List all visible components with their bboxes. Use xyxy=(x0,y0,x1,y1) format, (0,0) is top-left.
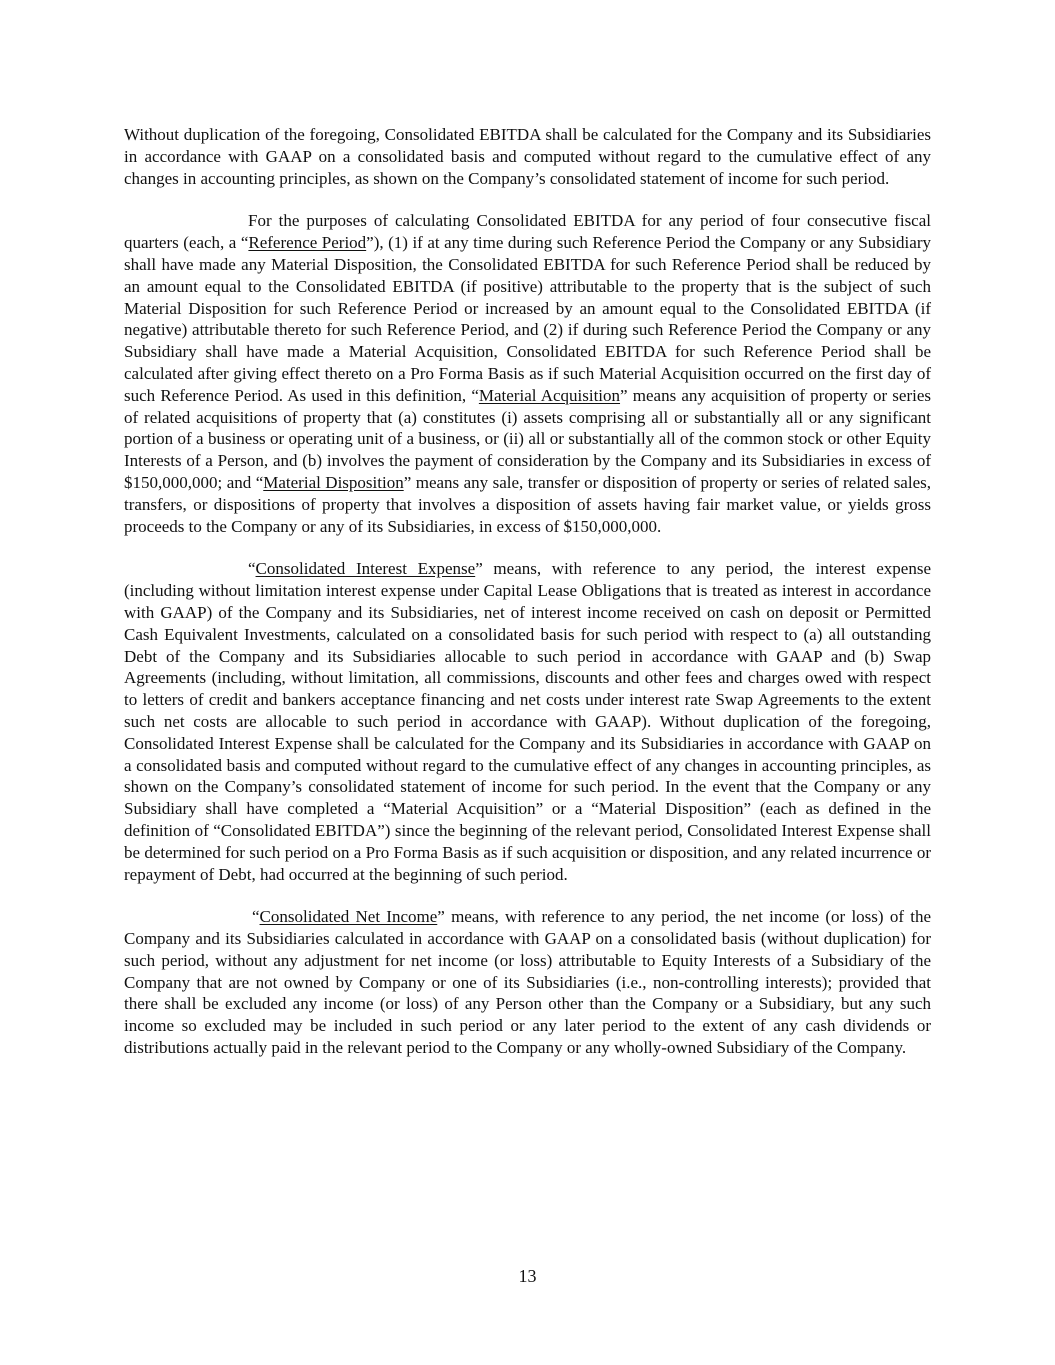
paragraph-consolidated-interest-expense xyxy=(124,558,931,885)
paragraph-reference-period xyxy=(124,210,931,537)
paragraph-text: ” means any sale, transfer or disposition of property or series of related sales, transfers, or dispositions of property that involves a disposition of assets having fair market value, or yields gross proceeds to the Company or any of its Subsidiaries, in excess of $150,000,000. xyxy=(124,472,931,536)
paragraph-text: “ xyxy=(252,907,260,927)
paragraph-text: “ xyxy=(248,559,256,579)
document-body xyxy=(124,124,931,1080)
defined-term: Material Acquisition xyxy=(478,385,621,405)
paragraph-text: ” means, with reference to any period, the net income (or loss) of the Company and its Subsidiaries calculated in accordance with GAAP on a consolidated basis (without duplication) for such period, without any adjustment for net income (or loss) attributable to Equity Interests of a Subsidiary of the Company that are not owned by Company or one of its Subsidiaries (i.e., non-controlling interests); provided that there shall be excluded any income (or loss) of any Person other than the Company or a Subsidiary, but any such income so excluded may be included in such period or any later period to the extent of any cash dividends or distributions actually paid in the relevant period to the Company or any wholly-owned Subsidiary of the Company. xyxy=(124,907,931,1058)
paragraph-ebitda-calculation xyxy=(124,124,931,189)
page-number: 13 xyxy=(518,1266,537,1286)
paragraph-consolidated-net-income xyxy=(124,906,931,1059)
paragraph-text: For the purposes of calculating Consolidated EBITDA for any period of four consecutive fiscal quarters (each, a “ xyxy=(124,211,931,253)
defined-term: Material Disposition xyxy=(263,472,404,492)
defined-term: Consolidated Interest Expense xyxy=(255,559,476,579)
paragraph-text: Without duplication of the foregoing, Consolidated EBITDA shall be calculated for the Company and its Subsidiaries in accordance with GAAP on a consolidated basis and computed without regard to the cumulative effect of any changes in accounting principles, as shown on the Company’s consolidated statement of income for such period. xyxy=(124,125,931,188)
defined-term: Reference Period xyxy=(248,233,367,253)
defined-term: Consolidated Net Income xyxy=(259,907,438,927)
paragraph-text: ” means, with reference to any period, the interest expense (including without limitation interest expense under Capital Lease Obligations that is treated as interest in accordance with GAAP) of the Company and its Subsidiaries, net of interest income received on cash on deposit or Permitted Cash Equivalent Investments, calculated on a consolidated basis for such period with respect to (a) all outstanding Debt of the Company and its Subsidiaries allocable to such period in accordance with GAAP and (b) Swap Agreements (including, without limitation, all commissions, discounts and other fees and charges owed with respect to letters of credit and bankers acceptance financing and net costs under interest rate Swap Agreements to the extent such net costs are allocable to such period in accordance with GAAP). Without duplication of the foregoing, Consolidated Interest Expense shall be calculated for the Company and its Subsidiaries in accordance with GAAP on a consolidated basis and computed without regard to the cumulative effect of any changes in accounting principles, as shown on the Company’s consolidated statement of income for such period. In the event that the Company or any Subsidiary shall have completed a “Material Acquisition” or a “Material Disposition” (each as defined in the definition of “Consolidated EBITDA”) since the beginning of the relevant period, Consolidated Interest Expense shall be determined for such period on a Pro Forma Basis as if such acquisition or disposition, and any related incurrence or repayment of Debt, had occurred at the beginning of such period. xyxy=(124,559,932,884)
paragraph-text: ”), (1) if at any time during such Reference Period the Company or any Subsidiary shall have made any Material Disposition, the Consolidated EBITDA for such Reference Period shall be reduced by an amount equal to the Consolidated EBITDA (if positive) attributable to the property that is the subject of such Material Disposition for such Reference Period or increased by an amount equal to the Consolidated EBITDA (if negative) attributable thereto for such Reference Period, and (2) if during such Reference Period the Company or any Subsidiary shall have made a Material Acquisition, Consolidated EBITDA for such Reference Period shall be calculated after giving effect thereto on a Pro Forma Basis as if such Material Acquisition occurred on the first day of such Reference Period. As used in this definition, “ xyxy=(124,233,931,405)
paragraph-text: ” means any acquisition of property or series of related acquisitions of property that (a) constitutes (i) assets comprising all or substantially all or any significant portion of a business or operating unit of a business, or (ii) all or substantially all of the common stock or other Equity Interests of a Person, and (b) involves the payment of consideration by the Company and its Subsidiaries in excess of $150,000,000; and “ xyxy=(124,385,931,492)
